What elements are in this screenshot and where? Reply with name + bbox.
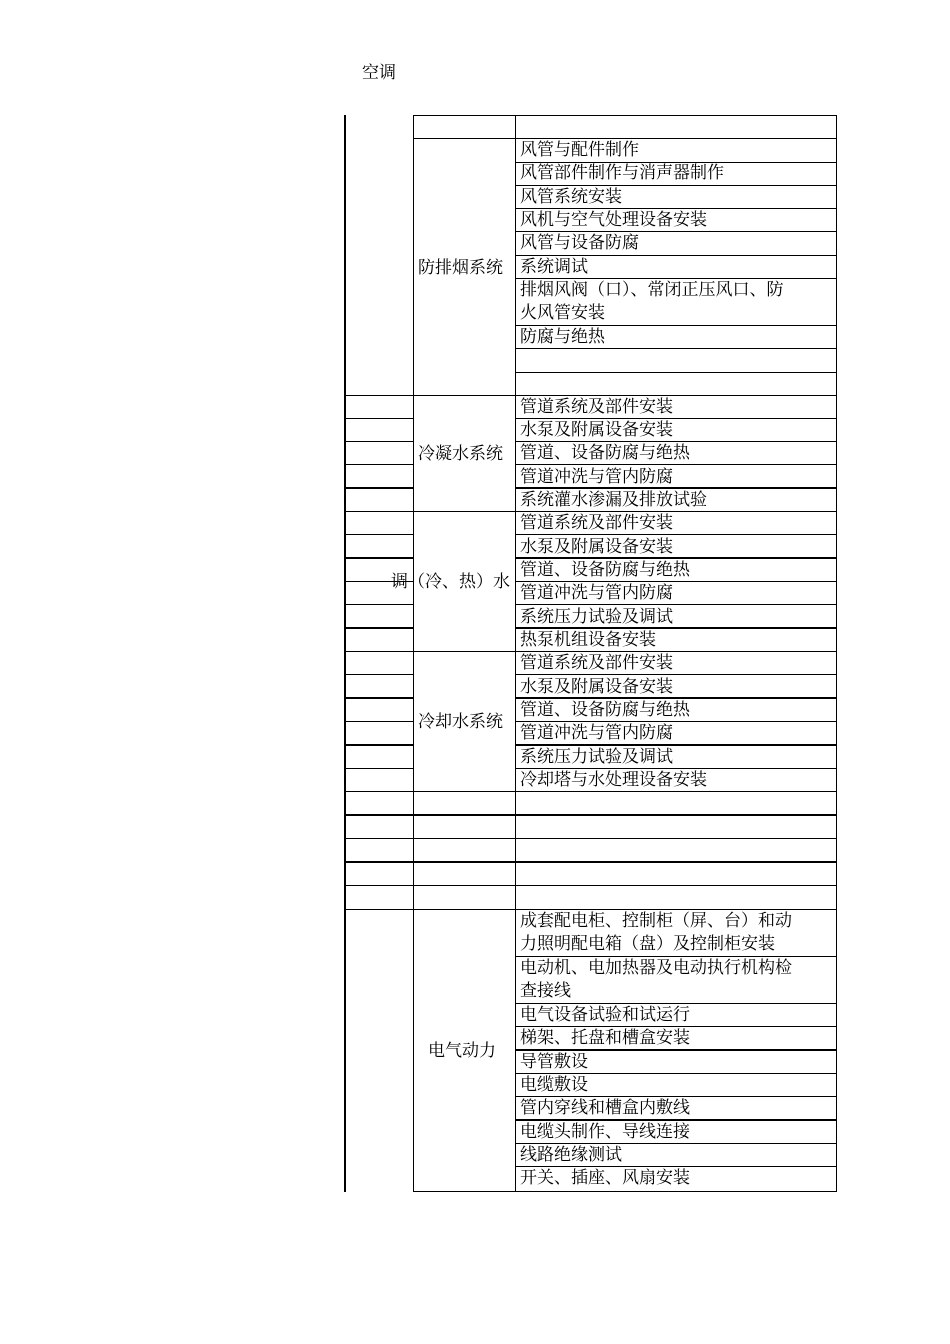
left-cell	[344, 464, 414, 488]
list-item: 管内穿线和槽盒内敷线	[520, 1098, 690, 1118]
left-cell	[344, 862, 414, 886]
list-item: 管道冲洗与管内防腐	[520, 583, 673, 603]
list-item: 导管敷设	[520, 1052, 588, 1072]
list-item: 管道、设备防腐与绝热	[520, 700, 690, 720]
list-item: 排烟风阀（口）、常闭正压风口、防	[520, 280, 784, 300]
left-cell	[344, 418, 414, 442]
left-cell	[344, 791, 414, 815]
list-item: 管道系统及部件安装	[520, 513, 673, 533]
list-item: 电气设备试验和试运行	[520, 1005, 690, 1025]
blank-row	[515, 885, 837, 910]
list-item: 水泵及附属设备安装	[520, 537, 673, 557]
blank-row	[515, 838, 837, 862]
left-cell	[344, 885, 414, 910]
blank-row	[413, 838, 516, 862]
list-item: 防腐与绝热	[520, 327, 605, 347]
blank-row	[413, 862, 516, 886]
column-divider	[515, 115, 516, 139]
left-cell	[344, 768, 414, 792]
list-item: 查接线	[520, 981, 571, 1001]
list-item: 力照明配电箱（盘）及控制柜安装	[520, 934, 775, 954]
list-item: 风管与配件制作	[520, 140, 639, 160]
left-cell	[344, 628, 414, 652]
list-item: 系统压力试验及调试	[520, 607, 673, 627]
left-cell	[344, 604, 414, 628]
list-item: 风管系统安装	[520, 187, 622, 207]
left-cell	[344, 441, 414, 465]
left-cell	[344, 534, 414, 558]
list-item: 系统压力试验及调试	[520, 747, 673, 767]
blank-row	[515, 791, 837, 815]
left-cell	[344, 395, 414, 419]
left-cell	[344, 651, 414, 675]
list-item: 火风管安装	[520, 303, 605, 323]
list-item: 电缆敷设	[520, 1075, 588, 1095]
list-item: 管道冲洗与管内防腐	[520, 723, 673, 743]
list-item: 管道冲洗与管内防腐	[520, 467, 673, 487]
list-item: 成套配电柜、控制柜（屏、台）和动	[520, 911, 792, 931]
list-item: 风机与空气处理设备安装	[520, 210, 707, 230]
row-divider	[515, 372, 837, 373]
list-item: 电缆头制作、导线连接	[520, 1122, 690, 1142]
left-cell	[344, 488, 414, 512]
list-item: 水泵及附属设备安装	[520, 420, 673, 440]
list-item: 梯架、托盘和槽盒安装	[520, 1028, 690, 1048]
blank-row	[413, 815, 516, 839]
left-cell	[344, 838, 414, 862]
list-item: 管道、设备防腐与绝热	[520, 560, 690, 580]
list-item: 电动机、电加热器及电动执行机构检	[520, 958, 792, 978]
list-item: 管道系统及部件安装	[520, 397, 673, 417]
list-item: 水泵及附属设备安装	[520, 677, 673, 697]
left-cell	[344, 815, 414, 839]
list-item: 热泵机组设备安装	[520, 630, 656, 650]
left-cell	[344, 745, 414, 769]
list-item: 风管部件制作与消声器制作	[520, 163, 724, 183]
left-cell	[344, 698, 414, 722]
group-label-smoke: 防排烟系统	[418, 258, 503, 278]
list-item: 系统灌水渗漏及排放试验	[520, 490, 707, 510]
blank-row	[413, 885, 516, 910]
list-item: 风管与设备防腐	[520, 233, 639, 253]
list-item: 管道系统及部件安装	[520, 653, 673, 673]
page-title: 空调	[362, 63, 396, 83]
list-item: 管道、设备防腐与绝热	[520, 443, 690, 463]
blank-row	[515, 815, 837, 839]
list-item: 冷却塔与水处理设备安装	[520, 770, 707, 790]
list-item: 线路绝缘测试	[520, 1145, 622, 1165]
left-cell	[344, 721, 414, 745]
partial-category-label: 调（冷、热）水	[391, 572, 510, 592]
left-cell	[344, 511, 414, 535]
blank-row	[515, 862, 837, 886]
group-label-cooling-water: 冷却水系统	[418, 712, 503, 732]
left-cell	[344, 674, 414, 698]
group-label-condensate: 冷凝水系统	[418, 444, 503, 464]
blank-row	[413, 115, 837, 139]
blank-row	[413, 791, 516, 815]
list-item: 开关、插座、风扇安装	[520, 1168, 690, 1188]
group-label-electrical: 电气动力	[428, 1041, 496, 1061]
list-item: 系统调试	[520, 257, 588, 277]
